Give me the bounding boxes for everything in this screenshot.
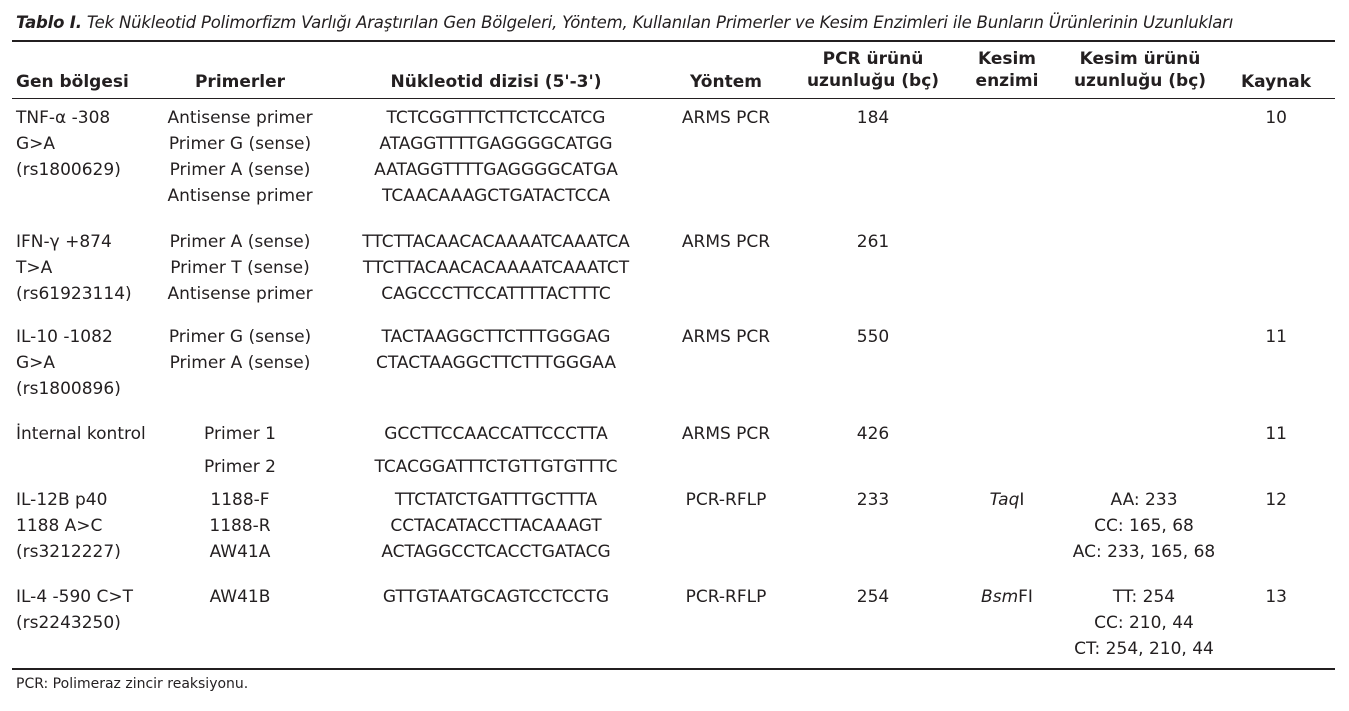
header-enzyme-line2: enzimi bbox=[975, 71, 1039, 91]
cut-product: CT: 254, 210, 44 bbox=[1074, 639, 1214, 659]
cut-product: AC: 233, 165, 68 bbox=[1072, 542, 1216, 562]
primer-name: 1188-F bbox=[210, 490, 270, 510]
reference-cell: 11 bbox=[1265, 327, 1287, 347]
primer-name: AW41B bbox=[209, 587, 271, 607]
primer-name: Primer G (sense) bbox=[168, 134, 312, 154]
reference-cell: 12 bbox=[1265, 490, 1287, 510]
gene-region-cell bbox=[16, 584, 133, 636]
primer-name: 1188-R bbox=[209, 516, 271, 536]
method-cell: PCR-RFLP bbox=[685, 490, 767, 510]
primers-cell bbox=[169, 324, 311, 376]
pcr-length-cell: 426 bbox=[856, 424, 890, 444]
gene-region-line: İnternal kontrol bbox=[16, 424, 146, 444]
sequence-cell bbox=[362, 229, 629, 307]
header-sequence: Nükleotid dizisi (5'-3') bbox=[390, 72, 602, 92]
nucleotide-sequence: ACTAGGCCTCACCTGATACG bbox=[381, 542, 611, 562]
gene-region-line: (rs1800629) bbox=[16, 160, 121, 180]
nucleotide-sequence: GTTGTAATGCAGTCCTCCTG bbox=[382, 587, 610, 607]
caption-label: Tablo I. bbox=[16, 13, 82, 32]
primer-name: Antisense primer bbox=[167, 284, 313, 304]
pcr-length-cell: 233 bbox=[856, 490, 890, 510]
enzyme-cell bbox=[990, 487, 1025, 513]
reference-cell: 10 bbox=[1265, 108, 1287, 128]
primer-name: Antisense primer bbox=[167, 108, 313, 128]
nucleotide-sequence: TTCTTACAACACAAAATCAAATCT bbox=[362, 258, 630, 278]
enzyme-name-italic: Taq bbox=[989, 490, 1020, 510]
header-enzyme bbox=[976, 48, 1039, 92]
primers-cell bbox=[167, 105, 312, 209]
nucleotide-sequence: AATAGGTTTTGAGGGGCATGA bbox=[374, 160, 618, 180]
sequence-cell bbox=[384, 421, 607, 447]
header-method: Yöntem bbox=[690, 72, 762, 92]
primer-name: Primer 1 bbox=[204, 424, 276, 444]
pcr-length-cell: 254 bbox=[856, 587, 890, 607]
pcr-length-cell: 184 bbox=[856, 108, 890, 128]
primer-name: Primer T (sense) bbox=[170, 258, 310, 278]
header-primers: Primerler bbox=[194, 72, 286, 92]
gene-region-line: IL-12B p40 bbox=[16, 490, 108, 510]
gene-region-cell bbox=[16, 229, 132, 307]
gene-region-cell bbox=[16, 421, 146, 447]
header-pcr-line1: PCR ürünü bbox=[822, 49, 924, 69]
method-cell: ARMS PCR bbox=[681, 108, 771, 128]
gene-region-line: (rs61923114) bbox=[16, 284, 132, 304]
gene-region-line: (rs2243250) bbox=[16, 613, 121, 633]
primer-name: Primer A (sense) bbox=[169, 353, 311, 373]
nucleotide-sequence: TACTAAGGCTTCTTTGGGAG bbox=[381, 327, 611, 347]
enzyme-cell bbox=[981, 584, 1033, 610]
gene-region-cell bbox=[16, 324, 121, 402]
cut-product: CC: 210, 44 bbox=[1094, 613, 1194, 633]
sequence-cell bbox=[375, 454, 618, 480]
nucleotide-sequence: CTACTAAGGCTTCTTTGGGAA bbox=[375, 353, 617, 373]
primer-name: Primer A (sense) bbox=[169, 232, 311, 252]
caption-text: Tek Nükleotid Polimorfizm Varlığı Araştırılan Gen Bölgeleri, Yöntem, Kullanılan Primerler ve Kesim Enzimleri ile Bunların Ürünlerinin Uzunlukları bbox=[86, 13, 1234, 32]
primers-cell bbox=[210, 584, 271, 610]
gene-region-line: IL-10 -1082 bbox=[16, 327, 113, 347]
method-cell: PCR-RFLP bbox=[685, 587, 767, 607]
gene-region-line: G>A bbox=[16, 353, 56, 373]
method-cell: ARMS PCR bbox=[681, 327, 771, 347]
table-caption bbox=[16, 13, 1336, 32]
cut-length-cell bbox=[1073, 487, 1215, 565]
primers-cell bbox=[167, 229, 312, 307]
primers-cell bbox=[204, 421, 276, 447]
primer-name: Primer 2 bbox=[204, 457, 276, 477]
primer-name: Primer A (sense) bbox=[169, 160, 311, 180]
nucleotide-sequence: TCACGGATTTCTGTTGTGTTTC bbox=[374, 457, 618, 477]
cut-length-cell bbox=[1074, 584, 1214, 662]
nucleotide-sequence: TCAACAAAGCTGATACTCCA bbox=[381, 186, 611, 206]
primer-name: Primer G (sense) bbox=[168, 327, 312, 347]
primers-cell bbox=[209, 487, 270, 565]
primers-cell bbox=[204, 454, 276, 480]
header-cut-line1: Kesim ürünü bbox=[1079, 49, 1201, 69]
gene-region-line: TNF-α -308 bbox=[16, 108, 111, 128]
nucleotide-sequence: TTCTTACAACACAAAATCAAATCA bbox=[362, 232, 630, 252]
nucleotide-sequence: CCTACATACCTTACAAAGT bbox=[390, 516, 602, 536]
gene-region-line: IL-4 -590 C>T bbox=[16, 587, 134, 607]
reference-cell: 11 bbox=[1265, 424, 1287, 444]
gene-region-cell bbox=[16, 105, 121, 183]
sequence-cell bbox=[376, 324, 616, 376]
reference-cell: 13 bbox=[1265, 587, 1287, 607]
enzyme-name-italic: Bsm bbox=[981, 587, 1019, 607]
header-cut-line2: uzunluğu (bç) bbox=[1073, 71, 1207, 91]
cut-product: CC: 165, 68 bbox=[1094, 516, 1194, 536]
table-footnote: PCR: Polimeraz zincir reaksiyonu. bbox=[16, 676, 249, 692]
cut-product: TT: 254 bbox=[1112, 587, 1176, 607]
header-gene: Gen bölgesi bbox=[16, 72, 129, 92]
primer-name: AW41A bbox=[209, 542, 271, 562]
enzyme-name-suffix: FI bbox=[1018, 587, 1033, 607]
pcr-length-cell: 261 bbox=[856, 232, 890, 252]
method-cell: ARMS PCR bbox=[681, 232, 771, 252]
gene-region-line: (rs1800896) bbox=[16, 379, 121, 399]
gene-region-line: (rs3212227) bbox=[16, 542, 121, 562]
nucleotide-sequence: TCTCGGTTTCTTCTCCATCG bbox=[386, 108, 606, 128]
gene-region-cell bbox=[16, 487, 121, 565]
top-rule bbox=[12, 40, 1335, 42]
gene-region-line: IFN-γ +874 bbox=[16, 232, 112, 252]
sequence-cell bbox=[381, 487, 610, 565]
nucleotide-sequence: TTCTATCTGATTTGCTTTA bbox=[394, 490, 598, 510]
primer-name: Antisense primer bbox=[167, 186, 313, 206]
header-rule bbox=[12, 98, 1335, 99]
gene-region-line: 1188 A>C bbox=[16, 516, 103, 536]
cut-product: AA: 233 bbox=[1110, 490, 1178, 510]
sequence-cell bbox=[374, 105, 618, 209]
method-cell: ARMS PCR bbox=[681, 424, 771, 444]
header-enzyme-line1: Kesim bbox=[977, 49, 1037, 69]
nucleotide-sequence: GCCTTCCAACCATTCCCTTA bbox=[384, 424, 608, 444]
header-pcr-length bbox=[807, 48, 939, 92]
sequence-cell bbox=[383, 584, 609, 610]
header-cut-length bbox=[1074, 48, 1206, 92]
gene-region-line: T>A bbox=[16, 258, 53, 278]
pcr-length-cell: 550 bbox=[856, 327, 890, 347]
gene-region-line: G>A bbox=[16, 134, 56, 154]
header-reference: Kaynak bbox=[1240, 72, 1312, 92]
enzyme-name-suffix: I bbox=[1019, 490, 1025, 510]
bottom-rule bbox=[12, 668, 1335, 670]
header-pcr-line2: uzunluğu (bç) bbox=[806, 71, 940, 91]
nucleotide-sequence: CAGCCCTTCCATTTTACTTTC bbox=[381, 284, 611, 304]
nucleotide-sequence: ATAGGTTTTGAGGGGCATGG bbox=[379, 134, 613, 154]
